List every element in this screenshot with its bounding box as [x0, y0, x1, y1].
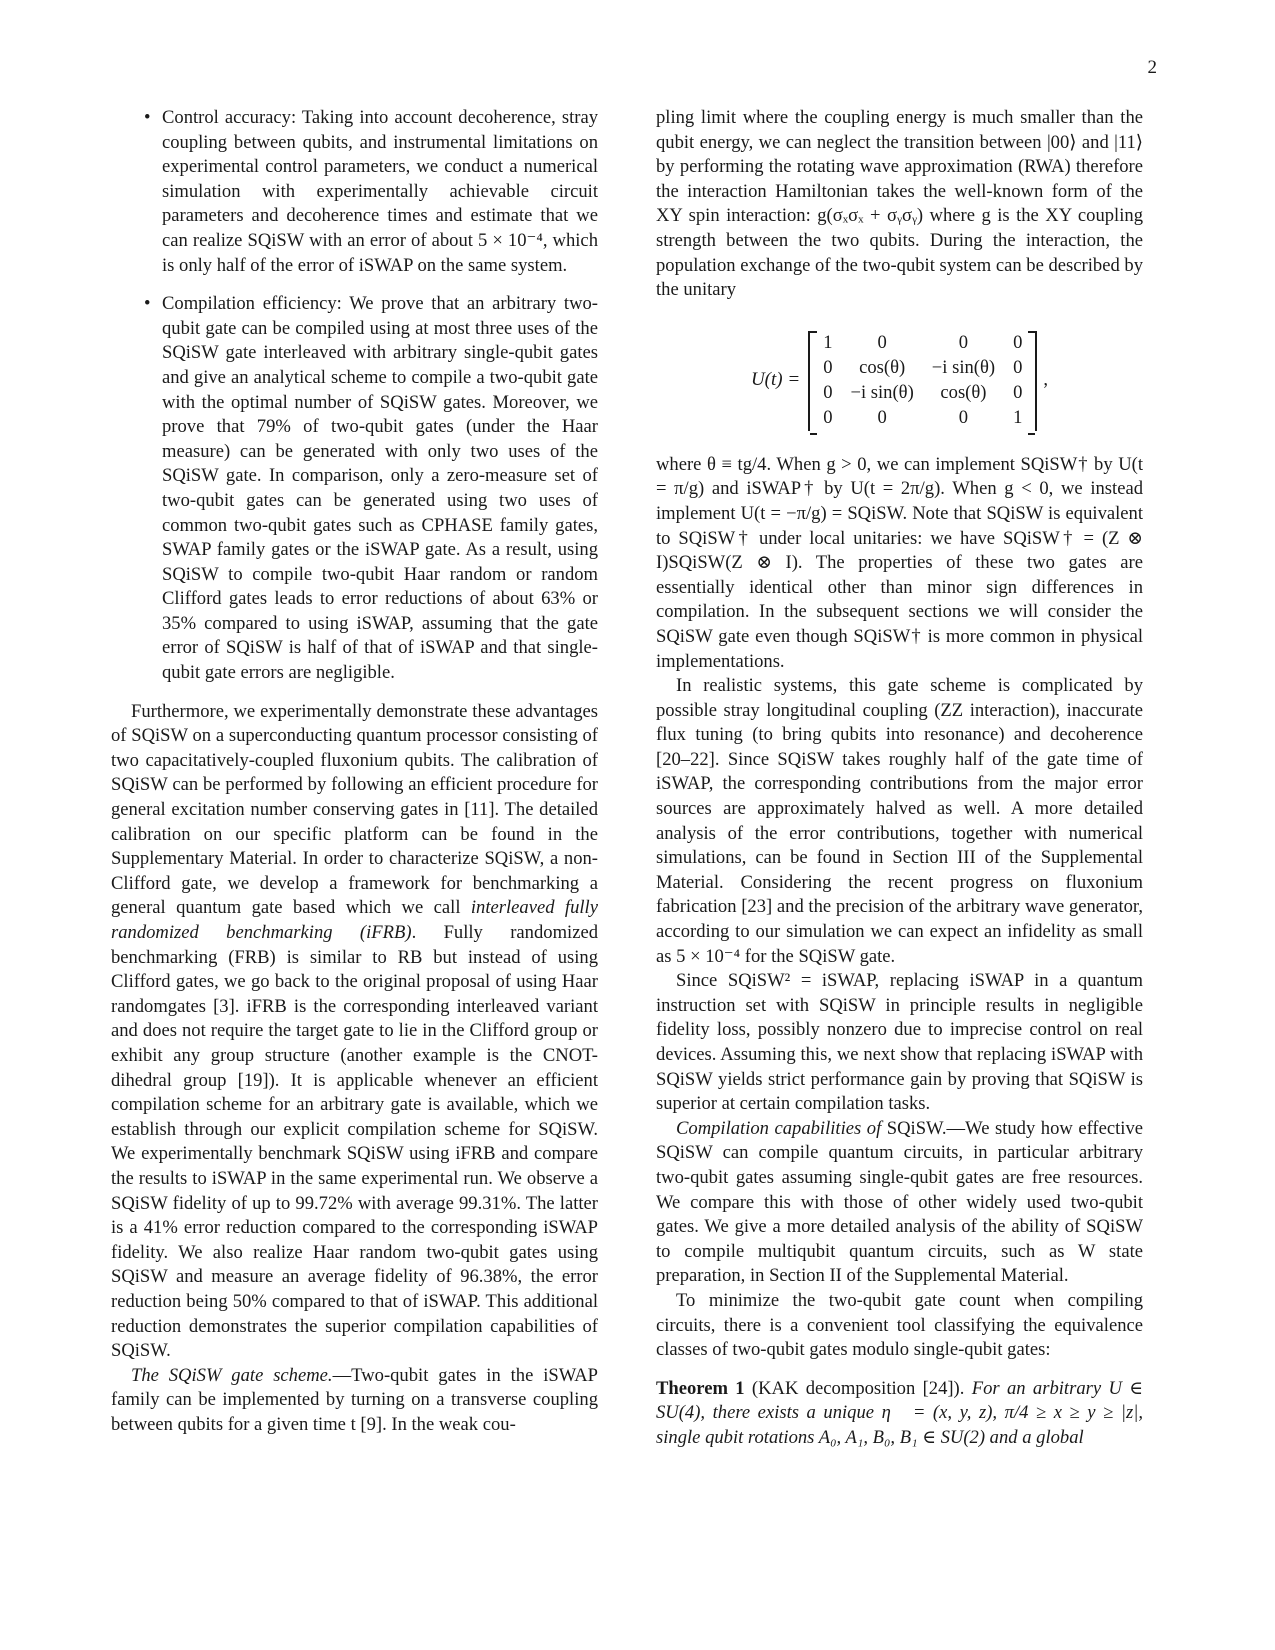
paragraph-realistic-systems: In realistic systems, this gate scheme is complicated by possible stray longitudinal coupling (ZZ interaction), inaccurate flux tuning (to bring qubits into resonance) and decoherence [20–22]. Since SQiSW takes roughly half of the gate time of iSWAP, the corresponding contributions from the major error sources are approximately halved as well. A more detailed analysis of the error contributions, together with numerical simulations, can be found in Section III of the Supplemental Material. Considering the recent progress on fluxonium fabrication [23] and the precision of the arbitrary wave generator, according to our simulation we can expect an infidelity as small as 5 × 10⁻⁴ for the SQiSW gate. [656, 675, 1143, 967]
matrix-row [814, 356, 1031, 381]
equation-lhs: U(t) = [750, 369, 801, 391]
matrix-cell: 0 [823, 356, 833, 378]
matrix-row [814, 381, 1031, 406]
emphasis-ifrb: interleaved fully randomized benchmarking (iFRB) [111, 897, 598, 943]
bullet-compilation-efficiency: • Compilation efficiency: We prove that an arbitrary two-qubit gate can be compiled using at most three uses of the SQiSW gate interleaved with arbitrary single-qubit gates and give an analytical scheme to compile a two-qubit gate with the optimal number of SQiSW gates. Moreover, we prove that 79% of two-qubit gates (under the Haar measure) can be generated with only two uses of the SQiSW gate. In comparison, only a zero-measure set of two-qubit gates can be generated using two uses of common two-qubit gates such as CPHASE family gates, SWAP family gates or the iSWAP gate. As a result, using SQiSW to compile two-qubit Haar random or random Clifford gates leads to error reductions of about 63% or 35% compared to using iSWAP, assuming that the gate error of SQiSW is half of that of iSWAP and that single-qubit gate errors are negligible. [162, 292, 598, 686]
text-run: . Fully randomized benchmarking (FRB) is similar to RB but instead of using Clifford gates, we go back to the original proposal of using Haar randomgates [3]. iFRB is the corresponding interleaved variant and does not require the target gate to lie in the Clifford group or exhibit any group structure (another example is the CNOT-dihedral group [19]). It is applicable whenever an efficient compilation scheme for an arbitrary gate is available, which we establish through our explicit compilation scheme for SQiSW. We experimentally benchmark SQiSW using iFRB and compare the results to iSWAP in the same experimental run. We observe a SQiSW fidelity of up to 99.72% with average 99.31%. The latter is a 41% error reduction compared to the corresponding iSWAP fidelity. We also realize Haar random two-qubit gates using SQiSW and measure an average fidelity of 96.38%, the error reduction being 50% compared to that of iSWAP. This additional reduction demonstrates the superior compilation capabilities of SQiSW. [111, 922, 599, 1362]
bullet-control-accuracy: • Control accuracy: Taking into account decoherence, stray coupling between qubits, and instrumental limitations on experimental control parameters, we conduct a numerical simulation with experimentally achievable circuit parameters and decoherence times and estimate that we can realize SQiSW with an error of about 5 × 10⁻⁴, which is only half of the error of iSWAP on the same system. [162, 106, 598, 278]
matrix-cell: 0 [877, 331, 887, 353]
matrix-cell: 0 [1013, 381, 1023, 403]
matrix-cell: 0 [823, 406, 833, 428]
text-run: Furthermore, we experimentally demonstrate these advantages of SQiSW on a superconducting quantum processor consisting of two capacitatively-coupled fluxonium qubits. The calibration of SQiSW can be performed by following an efficient procedure for general excitation number conserving gates in [11]. The detailed calibration on our specific platform can be found in the Supplementary Material. In order to characterize SQiSW, a non-Clifford gate, we develop a framework for benchmarking a general quantum gate based which we call [111, 700, 598, 919]
equation-comma: , [1043, 369, 1049, 391]
unitary-matrix [808, 331, 1037, 431]
matrix-row [814, 406, 1031, 431]
page-number: 2 [1147, 57, 1157, 78]
theorem-1 [656, 1377, 1143, 1451]
matrix-cell: 0 [823, 381, 833, 403]
paragraph-where-theta: where θ ≡ tg/4. When g > 0, we can implement SQiSW† by U(t = π/g) and iSWAP† by U(t = 2π/g). When g < 0, we instead implement U(t = −π/g) = SQiSW. Note that SQiSW is equivalent to SQiSW† under local unitaries: we have SQiSW† = (Z ⊗ I)SQiSW(Z ⊗ I). The properties of these two gates are essentially identical other than minor sign differences in compilation. In the subsequent sections we will consider the SQiSW gate even though SQiSW† is more common in physical implementations. [656, 453, 1143, 672]
matrix-cell: −i sin(θ) [931, 356, 996, 378]
text-run: —Two-qubit gates in the iSWAP family can be implemented by turning on a transverse coupling between qubits for a given time t [9]. In the weak cou- [111, 1364, 598, 1435]
matrix-cell: 0 [877, 406, 887, 428]
matrix-cell: 1 [1013, 406, 1023, 428]
right-column [656, 106, 1143, 1451]
matrix-cell: −i sin(θ) [850, 381, 914, 403]
matrix-cell: 0 [1013, 356, 1023, 378]
section-heading-compilation: Compilation capabilities of [676, 1117, 882, 1139]
contribution-list [111, 106, 598, 686]
paragraph-weak-coupling: pling limit where the coupling energy is much smaller than the qubit energy, we can neglect the transition between |00⟩ and |11⟩ by performing the rotating wave approximation (RWA) therefore the interaction Hamiltonian takes the well-known form of the XY spin interaction: g(σₓσₓ + σᵧσᵧ) where g is the XY coupling strength between the two qubits. During the interaction, the population exchange of the two-qubit system can be described by the unitary [656, 107, 1143, 301]
matrix-cell: cos(θ) [859, 356, 906, 378]
matrix-row [814, 331, 1031, 356]
matrix-cell: 0 [1013, 331, 1023, 353]
section-heading-gate-scheme: The SQiSW gate scheme. [131, 1364, 333, 1386]
theorem-statement: For an arbitrary U ∈ SU(4), there exists a unique η⃗ = (x, y, z), π/4 ≥ x ≥ y ≥ |z|, single qubit rotations A₀, A₁, B₀, B₁ ∈ SU(2) and a global [656, 1377, 1143, 1448]
matrix-table [814, 331, 1031, 431]
unitary-equation [656, 331, 1143, 431]
section-heading-gate: SQiSW. [881, 1117, 947, 1139]
theorem-label: Theorem 1 [656, 1377, 745, 1399]
theorem-citation: (KAK decomposition [24]). [744, 1377, 965, 1399]
paragraph-compilation-capabilities [656, 1117, 1143, 1289]
matrix-cell: cos(θ) [940, 381, 987, 403]
matrix-cell: 0 [958, 331, 969, 353]
paragraph-gate-scheme [111, 1364, 598, 1438]
paragraph-minimize: To minimize the two-qubit gate count when compiling circuits, there is a convenient tool classifying the equivalence classes of two-qubit gates modulo single-qubit gates: [656, 1289, 1143, 1361]
matrix-cell: 1 [823, 331, 833, 353]
paragraph-furthermore [111, 700, 598, 1364]
left-column [111, 106, 598, 1437]
paragraph-since-sqisw: Since SQiSW² = iSWAP, replacing iSWAP in a quantum instruction set with SQiSW in principle results in negligible fidelity loss, possibly nonzero due to imprecise control on real devices. Assuming this, we next show that replacing iSWAP with SQiSW yields strict performance gain by proving that SQiSW is superior at certain compilation tasks. [656, 970, 1143, 1115]
text-run: —We study how effective SQiSW can compile quantum circuits, in particular arbitrary two-qubit gates assuming single-qubit gates are free resources. We compare this with those of other widely used two-qubit gates. We give a more detailed analysis of the ability of SQiSW to compile multiqubit quantum circuits, such as W state preparation, in Section II of the Supplemental Material. [656, 1117, 1144, 1287]
matrix-cell: 0 [958, 406, 969, 428]
